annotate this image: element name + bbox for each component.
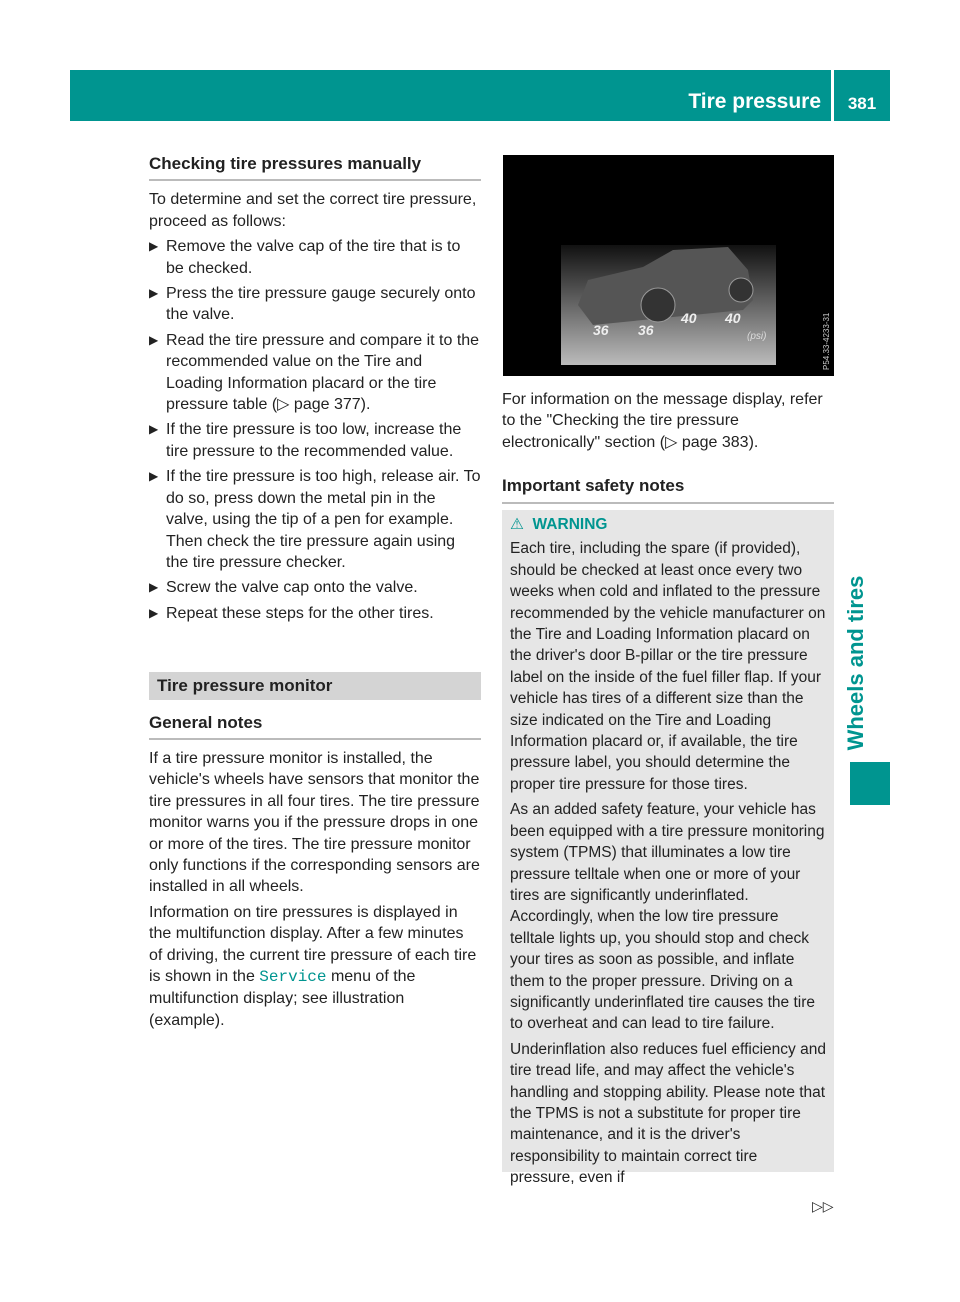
paragraph: For information on the message display, refer to the "Checking the tire pressure electronically" section (▷ page 383). xyxy=(502,391,823,451)
unit-label: (psi) xyxy=(747,331,767,342)
tire-pressure-value: 36 xyxy=(638,322,654,338)
header-bar xyxy=(70,70,831,121)
right-column xyxy=(502,389,834,504)
subheading: Important safety notes xyxy=(502,475,834,503)
subheading: General notes xyxy=(149,712,481,740)
arrow-icon: ▶ xyxy=(149,580,159,595)
side-tab-label: Wheels and tires xyxy=(843,575,868,751)
arrow-icon: ▶ xyxy=(149,239,159,254)
figure-code: P54.33-4233-31 xyxy=(822,312,831,370)
warning-paragraph: Each tire, including the spare (if provided), should be checked at least once every two weeks when cold and inflated to the pressure recommended by the vehicle manufacturer on the Tire and Loading Information placard on the driver's door B-pillar or the tire pressure label on the inside of the fuel filler flap. If your vehicle has tires of a different size than the size indicated on the Tire and Loading Information placard or, if available, the tire pressure label, you should determine the proper tire pressure for those tires. xyxy=(510,540,826,793)
step-item: ▶ Repeat these steps for the other tires. xyxy=(149,603,481,624)
intro: To determine and set the correct tire pressure, proceed as follows: xyxy=(149,191,477,230)
step-item: ▶ Remove the valve cap of the tire that is to be checked. xyxy=(149,238,461,277)
warning-icon: ⚠ xyxy=(510,516,524,533)
left-column xyxy=(149,153,481,1035)
tire-pressure-display-illustration xyxy=(503,155,834,376)
side-tab-marker xyxy=(850,762,890,805)
arrow-icon: ▶ xyxy=(149,605,159,620)
tire-pressure-value: 36 xyxy=(593,322,609,338)
warning-title: WARNING xyxy=(532,516,608,533)
step-item: ▶ Press the tire pressure gauge securely onto the valve. xyxy=(149,285,476,324)
tire-pressure-value: 40 xyxy=(725,310,741,326)
step-item: ▶ If the tire pressure is too high, release air. To do so, press down the metal pin in the valve, using the tip of a pen for example. Then check the tire pressure again using the tire pressure checker. xyxy=(149,468,481,571)
step-item: ▶ Screw the valve cap onto the valve. xyxy=(149,577,481,598)
section-heading: Checking tire pressures manually xyxy=(149,153,481,181)
page-number: 381 xyxy=(834,70,890,121)
step-item: ▶ Read the tire pressure and compare it to the recommended value on the Tire and Loading Information placard or the tire pressure table (▷ page 377). xyxy=(149,331,480,414)
arrow-icon: ▶ xyxy=(149,332,159,347)
warning-paragraph: As an added safety feature, your vehicle has been equipped with a tire pressure monitoring system (TPMS) that illuminates a low tire pressure telltale when one or more of your tires are significantly underinflated. Accordingly, when the low tire pressure telltale lights up, you should stop and check your tires as soon as possible, and inflate them to the proper pressure. Driving on a significantly underinflated tire causes the tire to overheat and can lead to tire failure. xyxy=(510,801,825,1033)
paragraph: If a tire pressure monitor is installed, the vehicle's wheels have sensors that monitor the tire pressures in all four tires. The tire pressure monitor warns you if the pressure drops in one or more of the tires. The tire pressure monitor only functions if the corresponding sensors are installed in all wheels. xyxy=(149,749,480,896)
service-menu-name: Service xyxy=(259,968,327,986)
header-title: Tire pressure xyxy=(688,90,821,113)
paragraph: Information on tire pressures is displayed in the multifunction display. After a few minutes of driving, the current tire pressure of each tire is shown in the Service menu of the multifunction display; see illustration (example). xyxy=(149,903,477,1029)
continued-icon: ▷▷ xyxy=(812,1198,834,1214)
warning-box xyxy=(502,510,834,1187)
warning-paragraph: Underinflation also reduces fuel efficiency and tire tread life, and may affect the vehicle's handling and stopping ability. Please note that the TPMS is not a substitute for proper tire maintenance, and it is the driver's responsibility to maintain correct tire pressure, even if xyxy=(510,1040,826,1187)
tire-pressure-value: 40 xyxy=(681,310,697,326)
section-band: Tire pressure monitor xyxy=(149,672,481,699)
arrow-icon: ▶ xyxy=(149,469,159,484)
step-item: ▶ If the tire pressure is too low, increase the tire pressure to the recommended value. xyxy=(149,421,462,460)
arrow-icon: ▶ xyxy=(149,422,159,437)
arrow-icon: ▶ xyxy=(149,286,159,301)
